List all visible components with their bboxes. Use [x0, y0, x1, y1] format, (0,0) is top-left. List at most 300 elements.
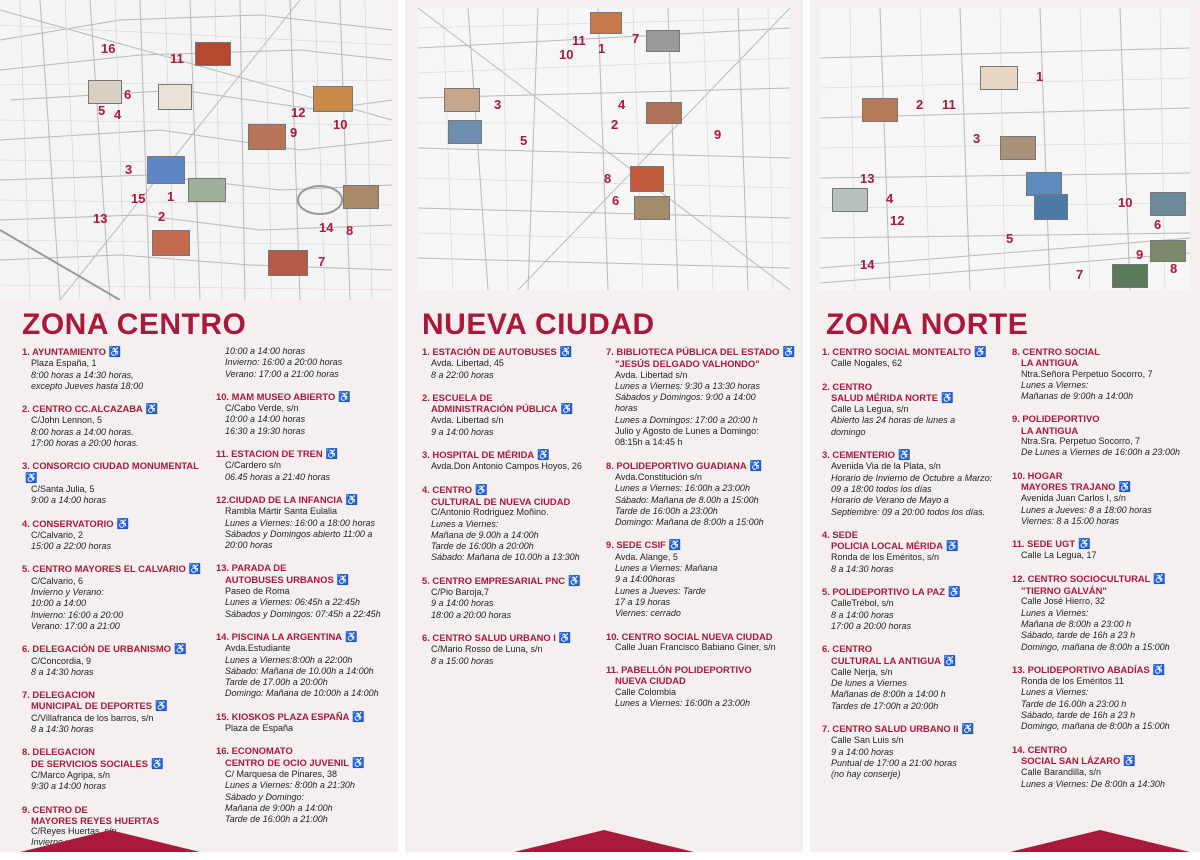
map-pin-1: 1 [1036, 69, 1044, 84]
entry-title [422, 484, 604, 496]
entry-detail [216, 688, 398, 699]
entry-text: Mañanas de 8:00h a 14:00 h [831, 689, 946, 700]
entry-text: Lunes a Viernes: [431, 518, 499, 529]
entry-detail [22, 358, 210, 369]
entry-detail [1012, 369, 1198, 380]
entry-text: Lunes a Viernes: 06:45h a 22:45h [225, 597, 360, 608]
entry-title-text: 13. POLIDEPORTIVO ABADÍAS [1012, 663, 1150, 675]
entry-text: 8:00 horas a 14:00 horas. [31, 426, 134, 437]
entry-text: Lunes a Viernes: 16:00h a 23:00h [615, 698, 750, 709]
entry-detail [422, 530, 604, 541]
building-photo [1112, 264, 1148, 288]
decorative-triangle [1010, 830, 1190, 852]
building-photo [1034, 194, 1068, 220]
entry-detail [422, 370, 604, 381]
wheelchair-icon: ♿ [940, 392, 954, 404]
entry-title-continuation [22, 815, 210, 826]
entry-detail [1012, 380, 1198, 391]
map-pin-6: 6 [1154, 217, 1162, 232]
entry-detail [822, 667, 1004, 678]
entry-text: De Lunes a Viernes de 16:00h a 23:00h [1021, 447, 1180, 458]
entry-text: Lunes a Viernes: 16:00h a 23:00h [615, 483, 750, 494]
entry-title-continuation [606, 358, 800, 369]
entry-detail [1012, 516, 1198, 527]
entry-title [1012, 413, 1198, 424]
entry-detail [216, 609, 398, 620]
directory-entry[interactable] [422, 346, 604, 381]
entry-detail [822, 415, 1004, 426]
entry-detail [822, 610, 1004, 621]
map-pin-2: 2 [916, 97, 924, 112]
entry-text: C/Calvario, 2 [31, 529, 84, 540]
entry-text: Avenida Juan Carlos I, s/n [1021, 493, 1126, 504]
entry-text: Lunes a Domingos: 17:00 a 20:00 h [615, 414, 758, 425]
entry-detail [422, 507, 604, 518]
entry-detail [216, 814, 398, 825]
directory-entry[interactable] [216, 562, 398, 619]
entry-detail [216, 460, 398, 471]
entry-title-text: 12. CENTRO SOCIOCULTURAL [1012, 572, 1151, 584]
entry-text: Mañana de 9:00h a 14:00h [225, 802, 333, 813]
entry-text: 16:30 a 19:30 horas [225, 425, 306, 436]
entry-text: C/Cardero s/n [225, 460, 282, 471]
wheelchair-icon: ♿ [325, 449, 339, 461]
entry-detail [216, 357, 398, 368]
entry-title-text: 11. ESTACION DE TREN [216, 448, 323, 460]
directory-entry[interactable] [1012, 470, 1198, 527]
wheelchair-icon: ♿ [973, 347, 987, 358]
entry-text: Plaza España, 1 [31, 358, 97, 369]
zone-title-nueva-ciudad: NUEVA CIUDAD [422, 308, 655, 341]
directory-entry[interactable] [216, 391, 398, 437]
entry-detail [216, 792, 398, 803]
entry-title [422, 392, 604, 403]
directory-entry[interactable] [822, 381, 1004, 438]
wheelchair-icon: ♿ [897, 450, 911, 462]
entry-detail [216, 518, 398, 529]
entry-text: 8 a 14:30 horas [31, 724, 94, 735]
entry-text: 09 a 18:00 todos los días [831, 483, 932, 494]
directory-column [422, 346, 604, 678]
entry-title-continuation [1012, 755, 1198, 767]
entry-title-continuation [822, 392, 1004, 404]
entry-text: 15:00 a 22:00 horas [31, 541, 112, 552]
entry-text: Tarde de 17.00h a 20:00h [225, 677, 328, 688]
entry-text: Sábados y Domingos abierto 11:00 a [225, 528, 373, 539]
entry-detail [22, 370, 210, 381]
entry-detail [22, 713, 210, 724]
wheelchair-icon: ♿ [947, 587, 961, 599]
entry-detail [22, 438, 210, 449]
directory-entry[interactable] [422, 449, 604, 473]
entry-text: Avda.Don Antonio Campos Hoyos, 26 [431, 461, 582, 472]
map-pin-2: 2 [611, 117, 619, 132]
entry-detail [606, 698, 800, 709]
entry-detail [606, 517, 800, 528]
map-pin-3: 3 [125, 162, 133, 177]
entry-detail [1012, 767, 1198, 778]
entry-title-text: 6. CENTRO [822, 643, 873, 655]
directory-entry[interactable] [22, 643, 210, 678]
entry-title [822, 529, 1004, 540]
entry-title [422, 575, 604, 587]
map-pin-6: 6 [124, 87, 132, 102]
entry-text: Viernes: 8 a 15:00 horas [1021, 515, 1119, 526]
directory-entry[interactable] [22, 518, 210, 553]
entry-text: 8 a 14:00 horas [831, 609, 894, 620]
entry-text: Lunes a Viernes:8:00h a 22:00h [225, 654, 353, 665]
building-photo [313, 86, 353, 112]
entry-text: Sábado, tarde de 16h a 23 h [1021, 710, 1136, 721]
entry-text: Avenida Via de la Plata, s/n [831, 461, 941, 472]
entry-text: Sábado, tarde de 16h a 23 h [1021, 630, 1136, 641]
entry-text: POLICIA LOCAL MÉRIDA [831, 540, 943, 552]
wheelchair-icon: ♿ [1123, 755, 1136, 767]
entry-text: 17:00 a 20:00 horas [831, 620, 912, 631]
entry-detail [22, 576, 210, 587]
entry-detail [422, 358, 604, 369]
entry-detail [606, 506, 800, 517]
entry-text: 8:00 horas a 14:30 horas, [31, 369, 134, 380]
map-zona-norte[interactable] [820, 8, 1190, 290]
entry-text: C/Reyes Huertas, s/n [31, 826, 117, 837]
directory-entry[interactable] [216, 448, 398, 483]
wheelchair-icon: ♿ [151, 758, 164, 770]
map-pin-11: 11 [942, 97, 956, 112]
entry-text: De lunes a Viernes [831, 678, 907, 689]
entry-title-continuation [1012, 357, 1198, 368]
entry-text: MUNICIPAL DE DEPORTES [31, 700, 153, 712]
entry-detail [822, 678, 1004, 689]
wheelchair-icon: ♿ [25, 472, 38, 484]
building-photo [980, 66, 1018, 90]
entry-detail [422, 461, 604, 472]
wheelchair-icon: ♿ [116, 518, 129, 530]
entry-text: Viernes: cerrado [615, 608, 681, 619]
entry-text: 8 a 15:00 horas [431, 655, 494, 666]
entry-text: SALUD MÉRIDA NORTE [831, 391, 938, 403]
entry-detail [216, 540, 398, 551]
entry-text: Sábados y Domingos: 9:00 a 14:00 [615, 392, 756, 403]
entry-detail [822, 552, 1004, 563]
entry-text: (no hay conserje) [831, 769, 901, 780]
map-pin-7: 7 [632, 31, 640, 46]
entry-text: Tarde de 16.00h a 23:00 h [1021, 698, 1127, 709]
directory-entry[interactable] [1012, 413, 1198, 458]
wheelchair-icon: ♿ [1153, 573, 1166, 585]
map-zona-centro[interactable] [0, 0, 392, 300]
entry-text: Sábado: Mañana de 8.00h a 15:00h [615, 494, 759, 505]
entry-text: Ronda de los Eméritos 11 [1021, 676, 1124, 687]
entry-text: LA ANTIGUA [1021, 357, 1079, 369]
entry-text: ADMINISTRACIÓN PÚBLICA [431, 403, 558, 415]
entry-detail [606, 563, 800, 574]
entry-text: 9:00 a 14:00 horas [31, 495, 107, 506]
map-pin-9: 9 [1136, 247, 1144, 262]
entry-detail [1012, 630, 1198, 641]
entry-text: LA ANTIGUA [1021, 424, 1079, 436]
entry-detail [22, 724, 210, 735]
entry-title-text: 7. BIBLIOTECA PÚBLICA DEL ESTADO [606, 346, 780, 357]
entry-text: horas [615, 403, 638, 414]
wheelchair-icon: ♿ [1152, 664, 1166, 676]
entry-title-continuation [1012, 585, 1198, 596]
entry-title-text: 14. PISCINA LA ARGENTINA [216, 630, 343, 642]
entry-detail [1012, 721, 1198, 732]
entry-title-text: 3. CONSORCIO CIUDAD MONUMENTAL [22, 460, 199, 472]
building-photo [152, 230, 190, 256]
directory-entry[interactable] [1012, 664, 1198, 733]
entry-text: C/Pio Baroja,7 [431, 587, 490, 598]
entry-detail [1012, 596, 1198, 607]
map-pin-1: 1 [598, 41, 606, 56]
entry-detail [1012, 687, 1198, 698]
entry-detail [1012, 505, 1198, 516]
directory-entry[interactable] [822, 586, 1004, 632]
entry-text: Calle La Legua, 17 [1021, 550, 1097, 561]
wheelchair-icon: ♿ [173, 644, 187, 656]
entry-title-text: 9. CENTRO DE [22, 803, 88, 815]
wheelchair-icon: ♿ [336, 574, 350, 586]
entry-detail [216, 780, 398, 791]
entry-detail [422, 610, 604, 621]
entry-title-text: 2. ESCUELA DE [422, 391, 493, 403]
entry-detail [822, 484, 1004, 495]
wheelchair-icon: ♿ [345, 494, 359, 506]
entry-text: 10:00 a 14:00 horas [225, 346, 306, 356]
entry-text: Invierno y Verano: [31, 837, 104, 848]
building-photo [88, 80, 122, 104]
entry-detail [216, 426, 398, 437]
entry-detail [216, 655, 398, 666]
entry-title [422, 632, 604, 644]
map-pin-9: 9 [714, 127, 722, 142]
wheelchair-icon: ♿ [345, 631, 358, 643]
building-photo [158, 84, 192, 110]
wheelchair-icon: ♿ [1118, 481, 1131, 493]
map-pin-14: 14 [860, 257, 875, 272]
entry-text: 10:00 a 14:00 [31, 598, 87, 609]
entry-detail [216, 506, 398, 517]
entry-text: Lunes a Viernes: [1021, 687, 1089, 698]
directory-entry[interactable] [822, 723, 1004, 780]
entry-text: C/Antonio Rodriguez Moñino. [431, 507, 549, 518]
directory-entry[interactable] [422, 575, 604, 621]
entry-title-text: 14. CENTRO [1012, 743, 1068, 755]
entry-title-text: 1. CENTRO SOCIAL MONTEALTO [822, 346, 971, 357]
map-pin-10: 10 [559, 47, 574, 62]
directory-entry[interactable] [1012, 744, 1198, 790]
entry-text: Domingo, mañana de 8:00h a 15:00h [1021, 721, 1170, 732]
entry-text: NUEVA CIUDAD [615, 675, 686, 687]
building-photo [630, 166, 664, 192]
building-photo [1150, 240, 1186, 262]
entry-detail [822, 495, 1004, 506]
entry-text: Lunes a Viernes: 9:30 a 13:30 horas [615, 380, 760, 391]
directory-entry[interactable] [822, 346, 1004, 370]
directory-entry[interactable] [216, 494, 398, 551]
building-photo [646, 102, 682, 124]
entry-text: excepto Jueves hasta 18:00 [31, 380, 144, 391]
entry-detail [822, 769, 1004, 780]
entry-text: DE SERVICIOS SOCIALES [31, 757, 149, 769]
directory-column [1012, 346, 1198, 801]
building-photo [590, 12, 622, 34]
map-nueva-ciudad[interactable] [418, 8, 790, 290]
map-pin-5: 5 [520, 133, 528, 148]
directory-entry[interactable] [822, 643, 1004, 712]
directory-entry[interactable] [1012, 573, 1198, 653]
entry-title [606, 346, 800, 358]
map-pin-10: 10 [1118, 195, 1133, 210]
directory-entry[interactable] [822, 449, 1004, 518]
entry-title [822, 449, 1004, 461]
entry-title [822, 346, 1004, 358]
entry-text: Verano: 17:00 a 21:00 [31, 620, 120, 631]
directory-entry[interactable] [1012, 538, 1198, 562]
directory-entry[interactable] [822, 529, 1004, 575]
entry-text: Avda. Libertad, 45 [431, 358, 504, 369]
entry-text: 20:00 horas [225, 540, 273, 551]
directory-entry[interactable] [22, 746, 210, 792]
entry-detail [822, 689, 1004, 700]
directory-entry[interactable] [216, 631, 398, 700]
entry-title-text: 6. CENTRO SALUD URBANO I [422, 631, 556, 643]
directory-entry[interactable] [22, 689, 210, 735]
entry-text: 8 a 14:30 horas [831, 563, 894, 574]
wheelchair-icon: ♿ [352, 711, 365, 723]
entry-text: Ntra.Sra. Perpetuo Socorro, 7 [1021, 436, 1141, 447]
entry-detail [22, 587, 210, 598]
wheelchair-icon: ♿ [1078, 539, 1091, 551]
directory-entry[interactable] [606, 664, 800, 709]
entry-title [22, 563, 210, 575]
entry-text: domingo [831, 426, 866, 437]
map-pin-10: 10 [333, 117, 348, 132]
directory-entry[interactable] [1012, 346, 1198, 402]
map-pin-11: 11 [170, 51, 184, 66]
map-pin-12: 12 [890, 213, 905, 228]
directory-entry[interactable] [22, 563, 210, 632]
entry-detail [22, 484, 210, 495]
entry-text: Lunes a Viernes: 16:00 a 18:00 horas [225, 517, 375, 528]
entry-title [606, 664, 800, 675]
entry-title-text: 2. CENTRO CC.ALCAZABA [22, 403, 143, 415]
entry-detail [606, 437, 800, 448]
directory-entry[interactable] [606, 539, 800, 619]
directory-entry[interactable] [422, 632, 604, 667]
entry-text: Domingo: Mañana de 10:00h a 14:00h [225, 688, 379, 699]
entry-detail [1012, 779, 1198, 790]
entry-detail [216, 723, 398, 734]
entry-title-text: 7. DELEGACION [22, 689, 95, 701]
entry-text: Lunes a Viernes: [1021, 607, 1089, 618]
entry-detail [1012, 447, 1198, 458]
entry-title-text: 5. CENTRO MAYORES EL CALVARIO [22, 563, 186, 575]
directory-entry[interactable] [606, 631, 800, 654]
entry-text: Calle Barandilla, s/n [1021, 767, 1102, 778]
entry-detail [422, 519, 604, 530]
entry-text: CENTRO DE OCIO JUVENIL [225, 756, 349, 768]
directory-entry[interactable] [22, 403, 210, 449]
entry-text: CULTURAL LA ANTIGUA [831, 654, 941, 666]
entry-text: Rambla Mártir Santa Eulalia [225, 506, 338, 517]
entry-detail [22, 415, 210, 426]
entry-detail [822, 507, 1004, 518]
entry-text: C/Mario Rosso de Luna, s/n [431, 644, 543, 655]
directory-entry[interactable] [606, 346, 800, 449]
entry-text: Domingo, mañana de 8:00h a 15:00h [1021, 641, 1170, 652]
entry-title-text: 6. DELEGACIÓN DE URBANISMO [22, 643, 171, 655]
wheelchair-icon: ♿ [155, 701, 168, 713]
entry-text: Avda.Constitución s/n [615, 471, 702, 482]
entry-title [822, 723, 1004, 735]
directory-entry[interactable] [22, 460, 210, 506]
entry-text: MAYORES TRAJANO [1021, 480, 1116, 492]
entry-title-continuation [606, 675, 800, 686]
entry-detail [216, 666, 398, 677]
wheelchair-icon: ♿ [782, 347, 795, 358]
entry-detail [216, 414, 398, 425]
map-pin-5: 5 [1006, 231, 1014, 246]
directory-entry[interactable] [22, 346, 210, 392]
entry-text: Lunes a Jueves: 8 a 18:00 horas [1021, 504, 1152, 515]
building-photo [147, 156, 185, 184]
entry-detail [1012, 391, 1198, 402]
entry-detail [606, 381, 800, 392]
entry-detail [606, 642, 800, 653]
entry-text: C/Marco Agripa, s/n [31, 769, 111, 780]
entry-title [216, 562, 398, 573]
entry-text: Calle José Hierro, 32 [1021, 596, 1106, 607]
entry-text: 08:15h a 14:45 h [615, 437, 683, 448]
entry-detail [606, 687, 800, 698]
entry-detail [822, 621, 1004, 632]
entry-text: Tardes de 17:00h a 20:00h [831, 700, 939, 711]
entry-detail [822, 747, 1004, 758]
entry-title-text: 9. POLIDEPORTIVO [1012, 413, 1100, 425]
entry-title [606, 631, 800, 642]
entry-text: 9 a 14:00horas [615, 574, 676, 585]
entry-title [1012, 744, 1198, 755]
entry-detail [422, 644, 604, 655]
entry-text: Lunes a Viernes: 8:00h a 21:30h [225, 780, 355, 791]
wheelchair-icon: ♿ [943, 655, 957, 667]
entry-text: 9 a 14:00 horas [831, 746, 894, 757]
entry-detail [1012, 436, 1198, 447]
entry-text: 9 a 14:00 horas [431, 598, 494, 609]
directory-entry[interactable] [216, 346, 398, 380]
directory-entry[interactable] [216, 711, 398, 735]
building-photo [248, 124, 286, 150]
entry-text: Verano: 17:00 a 21:00 horas [225, 368, 339, 379]
directory-entry[interactable] [606, 460, 800, 529]
entry-text: Calle La Legua, s/n [831, 404, 909, 415]
directory-entry[interactable] [422, 484, 604, 564]
entry-text: Calle Juan Francisco Babiano Giner, s/n [615, 641, 776, 652]
building-photo [343, 185, 379, 209]
entry-title-continuation [22, 700, 210, 712]
map-pin-8: 8 [346, 223, 354, 238]
entry-title [606, 460, 800, 472]
directory-entry[interactable] [422, 392, 604, 438]
entry-text: 9:30 a 14:00 horas [31, 781, 107, 792]
entry-detail [822, 427, 1004, 438]
building-photo [195, 42, 231, 66]
entry-text: 9 a 14:00 horas [431, 426, 494, 437]
directory-entry[interactable] [216, 745, 398, 825]
wheelchair-icon: ♿ [668, 540, 682, 552]
